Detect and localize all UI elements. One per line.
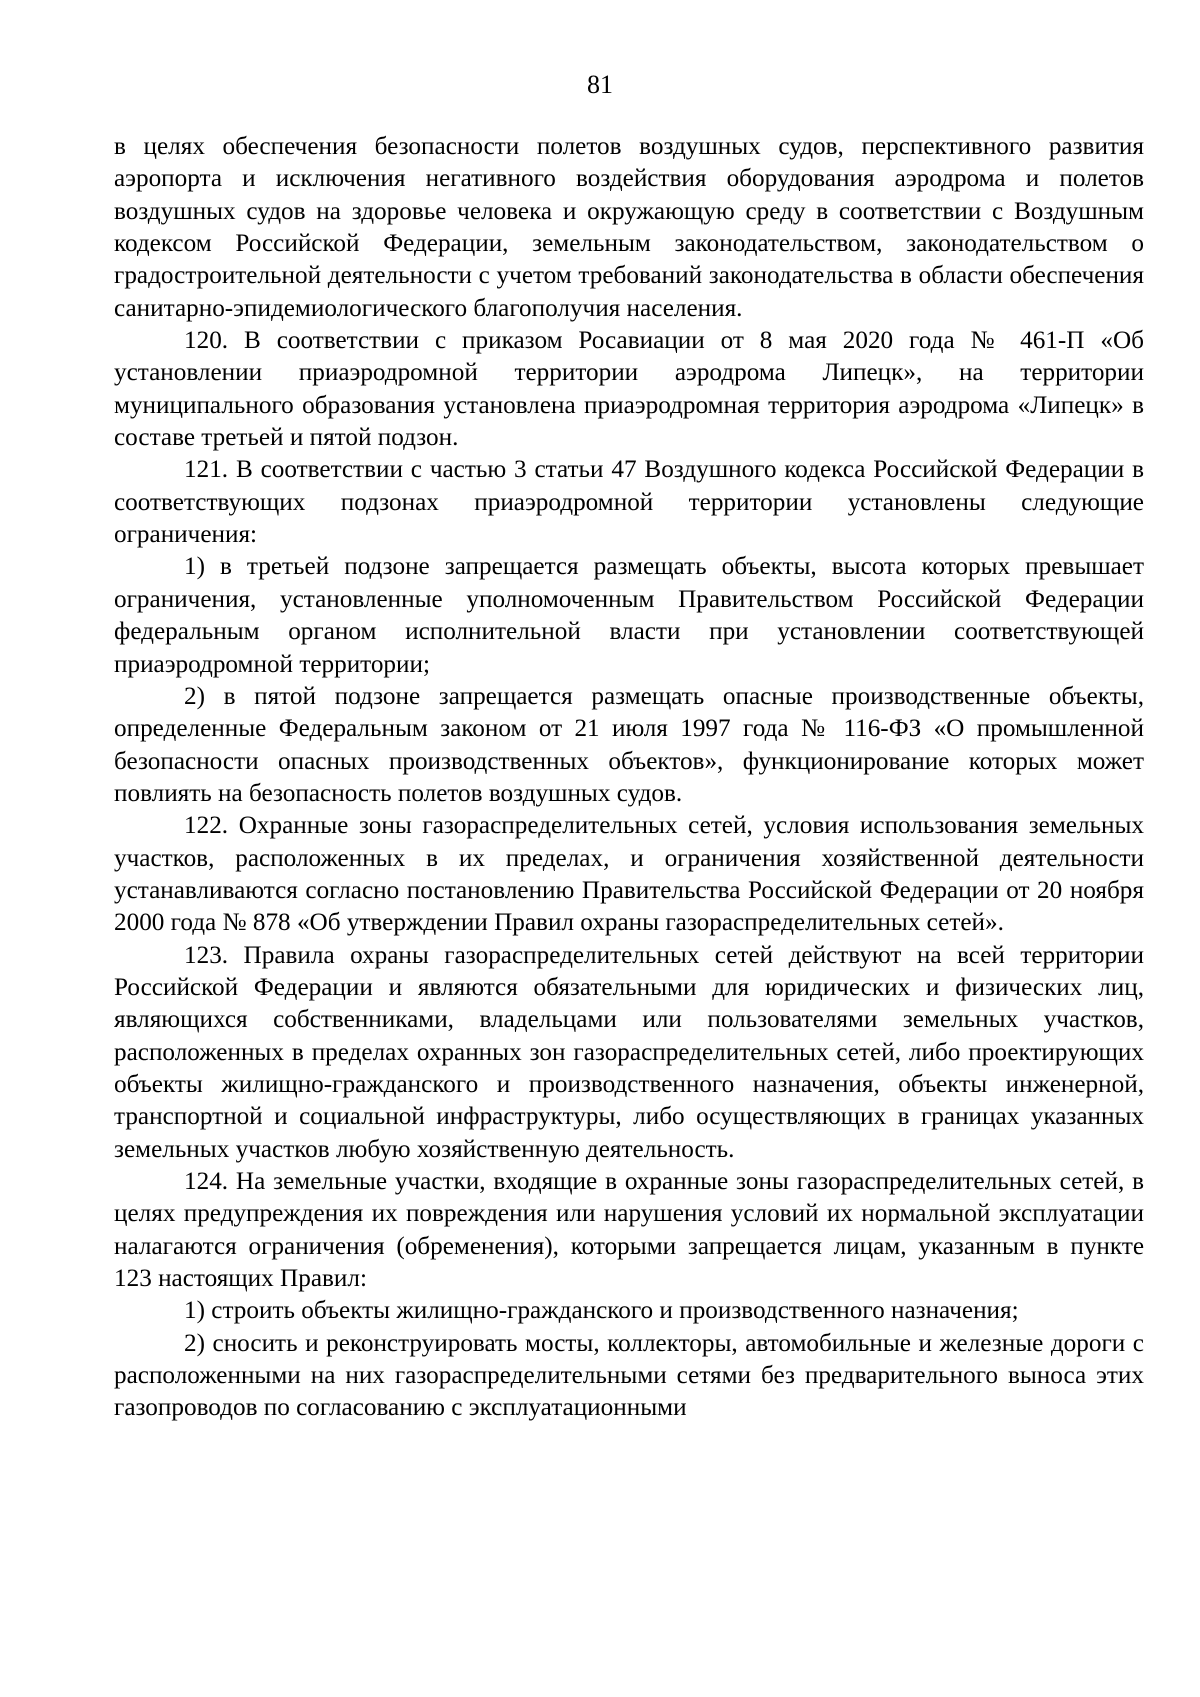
paragraph-intro-continuation: в целях обеспечения безопасности полетов воздушных судов, перспективного развития аэропорта и исключения негативного воздействия оборудования аэродрома и полетов воздушных судов на здоровье человека и окружающую среду в соответствии с Воздушным кодексом Российской Федерации, земельным законодательством, законодательством о градостроительной деятельности с учетом требований законодательства в области обеспечения санитарно-эпидемиологического благополучия населения. [114, 133, 1144, 322]
paragraph-124: 124. На земельные участки, входящие в охранные зоны газораспределительных сетей, в целях предупреждения их повреждения или нарушения условий их нормальной эксплуатации налагаются ограничения (обременения), которыми запрещается лицам, указанным в пункте 123 настоящих Правил: [114, 1168, 1144, 1293]
paragraph-120: 120. В соответствии с приказом Росавиации от 8 мая 2020 года № 461-П «Об установлении приаэродромной территории аэродрома Липецк», на территории муниципального образования установлена приаэродромная территория аэродрома «Липецк» в составе третьей и пятой подзон. [114, 327, 1144, 452]
paragraph-123: 123. Правила охраны газораспределительных сетей действуют на всей территории Российской Федерации и являются обязательными для юридических и физических лиц, являющихся собственниками, владельцами или пользователями земельных участков, расположенных в пределах охранных зон газораспределительных сетей, либо проектирующих объекты жилищно-гражданского и производственного назначения, объекты инженерной, транспортной и социальной инфраструктуры, либо осуществляющих в границах указанных земельных участков любую хозяйственную деятельность. [114, 941, 1144, 1163]
paragraph-121-item-2: 2) в пятой подзоне запрещается размещать опасные производственные объекты, определенные Федеральным законом от 21 июля 1997 года № 116-ФЗ «О промышленной безопасности опасных производственных объектов», функционирование которых может повлиять на безопасность полетов воздушных судов. [114, 682, 1144, 807]
paragraph-124-item-2: 2) сносить и реконструировать мосты, коллекторы, автомобильные и железные дороги с расположенными на них газораспределительными сетями без предварительного выноса этих газопроводов по согласованию с эксплуатационными [114, 1329, 1144, 1422]
page-number: 81 [587, 70, 613, 99]
paragraph-124-item-1: 1) строить объекты жилищно-гражданского и производственного назначения; [184, 1297, 1019, 1325]
paragraph-121: 121. В соответствии с частью 3 статьи 47 Воздушного кодекса Российской Федерации в соответствующих подзонах приаэродромной территории установлены следующие ограничения: [114, 456, 1144, 549]
document-body [114, 131, 1144, 1425]
paragraph-121-item-1: 1) в третьей подзоне запрещается размещать объекты, высота которых превышает ограничения, установленные уполномоченным Правительством Российской Федерации федеральным органом исполнительной власти при установлении соответствующей приаэродромной территории; [114, 553, 1144, 678]
paragraph-122: 122. Охранные зоны газораспределительных сетей, условия использования земельных участков, расположенных в их пределах, и ограничения хозяйственной деятельности устанавливаются согласно постановлению Правительства Российской Федерации от 20 ноября 2000 года № 878 «Об утверждении Правил охраны газораспределительных сетей». [114, 812, 1144, 937]
